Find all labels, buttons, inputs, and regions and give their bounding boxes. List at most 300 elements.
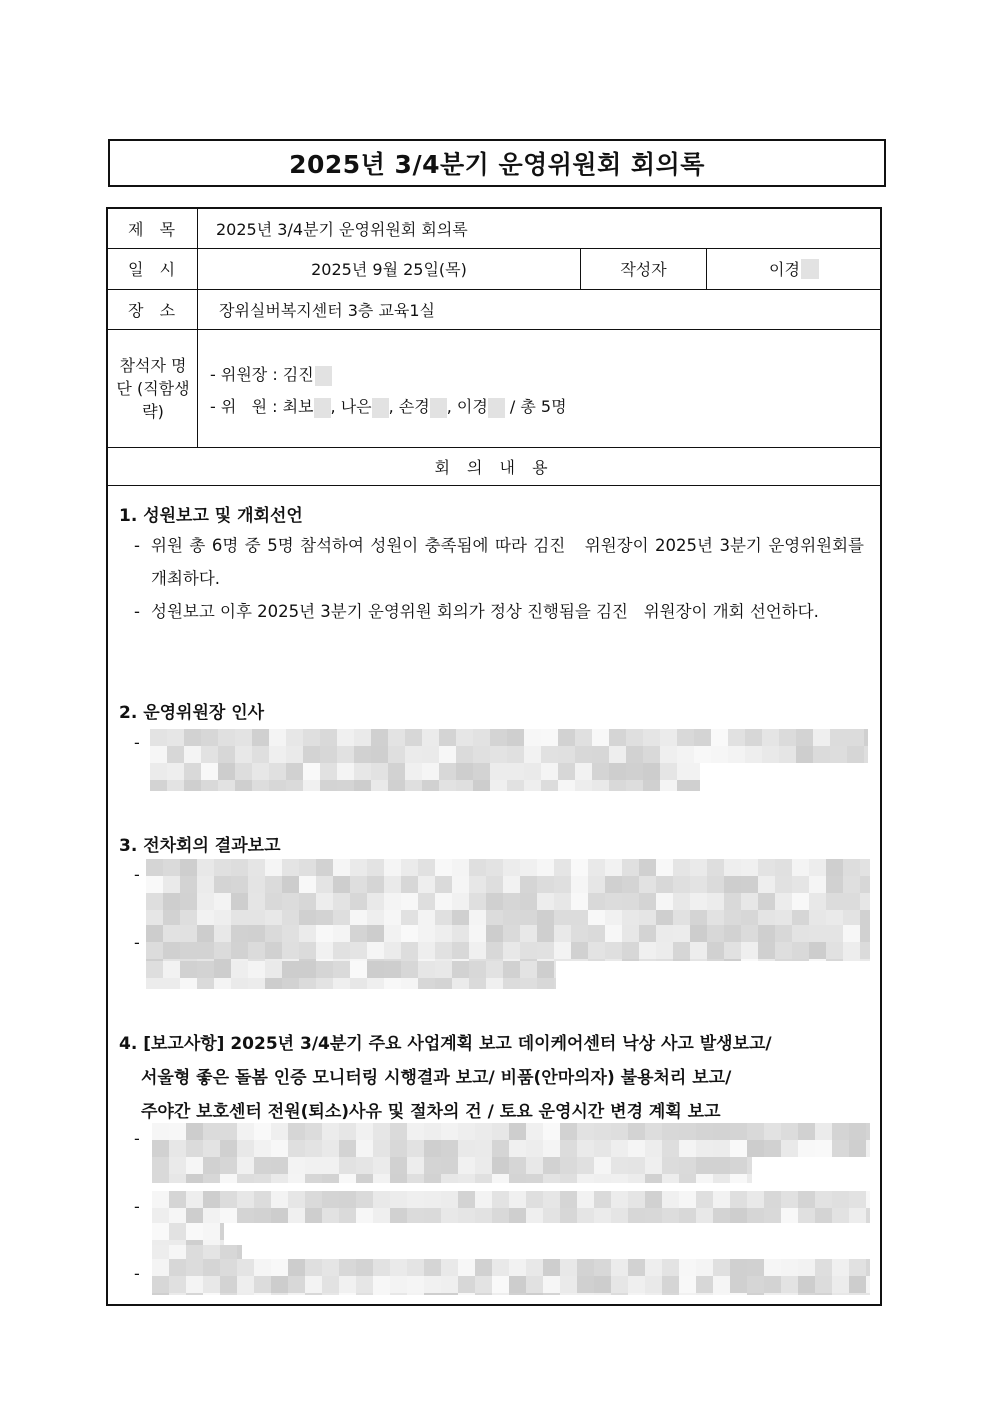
mosaic-block: [373, 1191, 390, 1208]
mosaic-block: [622, 910, 639, 925]
mosaic-block: [605, 910, 622, 925]
mosaic-block: [401, 876, 418, 893]
mosaic-block: [764, 1259, 781, 1276]
mosaic-block: [405, 780, 422, 791]
mosaic-block: [475, 1293, 492, 1295]
mosaic-block: [186, 1208, 203, 1223]
mosaic-block: [265, 925, 282, 942]
mosaic-block: [792, 959, 809, 961]
mosaic-block: [286, 780, 303, 791]
mosaic-block: [645, 1208, 662, 1223]
mosaic-block: [390, 1208, 407, 1223]
mosaic-block: [473, 729, 490, 746]
mosaic-block: [441, 1208, 458, 1223]
mosaic-block: [248, 910, 265, 925]
mosaic-block: [265, 961, 282, 978]
mosaic-block: [758, 925, 775, 942]
mosaic-block: [322, 1259, 339, 1276]
mosaic-block: [150, 763, 167, 780]
mosaic-block: [203, 1157, 220, 1174]
mosaic-block: [271, 1259, 288, 1276]
mosaic-block: [543, 1293, 560, 1295]
mosaic-block: [231, 876, 248, 893]
mosaic-block: [832, 1191, 849, 1208]
mosaic-block: [843, 925, 860, 942]
mosaic-block: [611, 1174, 628, 1183]
mosaic-block: [169, 1191, 186, 1208]
mosaic-block: [622, 925, 639, 942]
mosaic-block: [333, 859, 350, 876]
mosaic-block: [373, 1293, 390, 1295]
mosaic-block: [390, 1140, 407, 1157]
mosaic-block: [322, 1123, 339, 1140]
mosaic-block: [762, 729, 779, 746]
mosaic-block: [401, 925, 418, 942]
mosaic-block: [458, 1208, 475, 1223]
mosaic-block: [724, 925, 741, 942]
mosaic-block: [152, 1259, 169, 1276]
mosaic-block: [218, 763, 235, 780]
mosaic-block: [798, 1276, 815, 1293]
mosaic-block: [197, 910, 214, 925]
mosaic-block: [747, 1174, 752, 1183]
mosaic-block: [231, 942, 248, 959]
mosaic-block: [747, 1208, 764, 1223]
mosaic-block: [237, 1259, 254, 1276]
mosaic-block: [741, 942, 758, 959]
mosaic-block: [645, 1191, 662, 1208]
mosaic-block: [526, 1123, 543, 1140]
mosaic-block: [424, 1208, 441, 1223]
mosaic-block: [809, 942, 826, 959]
mosaic-block: [832, 1208, 849, 1223]
mosaic-block: [218, 746, 235, 763]
mosaic-block: [282, 961, 299, 978]
mosaic-block: [322, 1293, 339, 1295]
mosaic-block: [163, 925, 180, 942]
mosaic-block: [180, 876, 197, 893]
mosaic-block: [169, 1157, 186, 1174]
mosaic-block: [509, 1293, 526, 1295]
mosaic-block: [356, 1276, 373, 1293]
mosaic-block: [781, 1259, 798, 1276]
mosaic-block: [237, 1174, 254, 1183]
mosaic-block: [316, 876, 333, 893]
mosaic-block: [588, 925, 605, 942]
mosaic-block: [558, 729, 575, 746]
mosaic-block: [305, 1174, 322, 1183]
mosaic-block: [367, 942, 384, 959]
mosaic-block: [543, 1157, 560, 1174]
mosaic-block: [781, 1293, 798, 1295]
mosaic-block: [679, 1157, 696, 1174]
mosaic-block: [150, 746, 167, 763]
mosaic-block: [424, 1293, 441, 1295]
mosaic-block: [662, 1157, 679, 1174]
mosaic-block: [826, 959, 843, 961]
mosaic-block: [152, 1191, 169, 1208]
mosaic-block: [592, 729, 609, 746]
mosaic-block: [798, 1123, 815, 1140]
mosaic-block: [724, 876, 741, 893]
mosaic-block: [169, 1276, 186, 1293]
mosaic-block: [203, 1174, 220, 1183]
mosaic-block: [435, 893, 452, 910]
mosaic-block: [354, 729, 371, 746]
mosaic-block: [832, 1140, 849, 1157]
mosaic-block: [473, 746, 490, 763]
mosaic-block: [747, 1191, 764, 1208]
mosaic-block: [203, 1293, 220, 1295]
mosaic-block: [860, 859, 870, 876]
mosaic-block: [775, 959, 792, 961]
mosaic-block: [288, 1174, 305, 1183]
mosaic-block: [456, 746, 473, 763]
mosaic-block: [843, 859, 860, 876]
mosaic-block: [826, 859, 843, 876]
mosaic-block: [237, 1191, 254, 1208]
mosaic-block: [798, 1140, 815, 1157]
mosaic-block: [350, 893, 367, 910]
mosaic-block: [371, 746, 388, 763]
mosaic-block: [554, 859, 571, 876]
mosaic-block: [730, 1123, 747, 1140]
mosaic-block: [609, 746, 626, 763]
mosaic-block: [830, 729, 847, 746]
mosaic-block: [543, 1208, 560, 1223]
mosaic-block: [730, 1276, 747, 1293]
mosaic-block: [237, 1276, 254, 1293]
mosaic-block: [560, 1191, 577, 1208]
mosaic-block: [694, 780, 700, 791]
mosaic-block: [441, 1140, 458, 1157]
mosaic-block: [509, 1276, 526, 1293]
mosaic-block: [299, 876, 316, 893]
mosaic-block: [792, 910, 809, 925]
mosaic-block: [169, 1259, 186, 1276]
mosaic-block: [390, 1293, 407, 1295]
mosaic-block: [507, 780, 524, 791]
mosaic-block: [826, 942, 843, 959]
blurred-content: [146, 925, 870, 961]
mosaic-block: [441, 1157, 458, 1174]
mosaic-block: [452, 910, 469, 925]
mosaic-block: [747, 1259, 764, 1276]
mosaic-block: [543, 1259, 560, 1276]
blurred-content: [152, 1223, 224, 1245]
mosaic-block: [690, 959, 707, 961]
mosaic-block: [492, 1157, 509, 1174]
mosaic-block: [741, 910, 758, 925]
mosaic-block: [282, 942, 299, 959]
mosaic-block: [792, 925, 809, 942]
mosaic-block: [316, 942, 333, 959]
mosaic-block: [554, 876, 571, 893]
mosaic-block: [594, 1140, 611, 1157]
mosaic-block: [282, 859, 299, 876]
blurred-content: [150, 763, 700, 791]
blurred-content: [146, 961, 556, 989]
mosaic-block: [373, 1174, 390, 1183]
mosaic-block: [305, 1259, 322, 1276]
mosaic-block: [707, 910, 724, 925]
mosaic-block: [475, 1259, 492, 1276]
mosaic-block: [146, 978, 163, 989]
mosaic-block: [798, 1208, 815, 1223]
mosaic-block: [679, 1276, 696, 1293]
mosaic-block: [197, 942, 214, 959]
mosaic-block: [798, 1191, 815, 1208]
mosaic-block: [792, 859, 809, 876]
mosaic-block: [163, 978, 180, 989]
section-2-title: 2. 운영위원장 인사: [119, 703, 265, 723]
mosaic-block: [677, 780, 694, 791]
mosaic-block: [201, 780, 218, 791]
mosaic-block: [815, 1140, 832, 1157]
mosaic-block: [707, 859, 724, 876]
mosaic-block: [169, 1140, 186, 1157]
mosaic-block: [758, 942, 775, 959]
contents-header: 회 의 내 용: [434, 458, 554, 477]
mosaic-block: [677, 763, 694, 780]
mosaic-block: [611, 1276, 628, 1293]
mosaic-block: [152, 1223, 169, 1240]
mosaic-block: [288, 1140, 305, 1157]
mosaic-block: [628, 1259, 645, 1276]
mosaic-block: [524, 780, 541, 791]
mosaic-block: [288, 1123, 305, 1140]
mosaic-block: [367, 925, 384, 942]
mosaic-block: [303, 780, 320, 791]
mosaic-block: [220, 1223, 224, 1240]
mosaic-block: [388, 780, 405, 791]
mosaic-block: [849, 1123, 866, 1140]
mosaic-block: [254, 1208, 271, 1223]
mosaic-block: [673, 925, 690, 942]
mosaic-block: [220, 1191, 237, 1208]
mosaic-block: [696, 1208, 713, 1223]
mosaic-block: [713, 1208, 730, 1223]
mosaic-block: [333, 978, 350, 989]
mosaic-block: [826, 893, 843, 910]
mosaic-block: [265, 942, 282, 959]
mosaic-block: [843, 893, 860, 910]
mosaic-block: [146, 961, 163, 978]
redaction-mask: [488, 398, 505, 418]
mosaic-block: [418, 942, 435, 959]
mosaic-block: [146, 893, 163, 910]
mosaic-block: [775, 942, 792, 959]
blurred-content: [150, 729, 868, 763]
mosaic-block: [390, 1157, 407, 1174]
mosaic-block: [220, 1276, 237, 1293]
mosaic-block: [469, 961, 486, 978]
mosaic-block: [320, 780, 337, 791]
mosaic-block: [458, 1174, 475, 1183]
mosaic-block: [707, 925, 724, 942]
mosaic-block: [730, 1174, 747, 1183]
mosaic-block: [286, 746, 303, 763]
mosaic-block: [407, 1140, 424, 1157]
mosaic-block: [271, 1276, 288, 1293]
mosaic-block: [832, 1293, 849, 1295]
mosaic-block: [866, 1259, 870, 1276]
mosaic-block: [826, 910, 843, 925]
mosaic-block: [254, 1191, 271, 1208]
mosaic-block: [163, 942, 180, 959]
mosaic-block: [673, 893, 690, 910]
mosaic-block: [864, 746, 868, 763]
mosaic-block: [441, 1276, 458, 1293]
mosaic-block: [520, 925, 537, 942]
mosaic-block: [435, 961, 452, 978]
mosaic-block: [577, 1276, 594, 1293]
mosaic-block: [367, 876, 384, 893]
mosaic-block: [594, 1276, 611, 1293]
mosaic-block: [354, 763, 371, 780]
mosaic-block: [543, 1123, 560, 1140]
mosaic-block: [282, 876, 299, 893]
mosaic-block: [541, 763, 558, 780]
mosaic-block: [407, 1174, 424, 1183]
mosaic-block: [592, 780, 609, 791]
mosaic-block: [337, 729, 354, 746]
mosaic-block: [864, 729, 868, 746]
mosaic-block: [186, 1191, 203, 1208]
mosaic-block: [316, 910, 333, 925]
mosaic-block: [764, 1293, 781, 1295]
mosaic-block: [237, 1208, 254, 1223]
mosaic-block: [503, 942, 520, 959]
mosaic-block: [203, 1208, 220, 1223]
mosaic-block: [775, 910, 792, 925]
mosaic-block: [384, 942, 401, 959]
mosaic-block: [673, 942, 690, 959]
mosaic-block: [458, 1191, 475, 1208]
mosaic-block: [350, 978, 367, 989]
mosaic-block: [248, 925, 265, 942]
mosaic-block: [713, 1276, 730, 1293]
mosaic-block: [673, 859, 690, 876]
mosaic-block: [373, 1208, 390, 1223]
mosaic-block: [781, 1208, 798, 1223]
mosaic-block: [792, 893, 809, 910]
mosaic-block: [269, 729, 286, 746]
mosaic-block: [694, 763, 700, 780]
mosaic-block: [849, 1191, 866, 1208]
section-4-title-line: 주야간 보호센터 전원(퇴소)사유 및 절차의 건 / 토요 운영시간 변경 계획 보고: [141, 1102, 721, 1122]
mosaic-block: [741, 925, 758, 942]
mosaic-block: [316, 978, 333, 989]
mosaic-block: [458, 1157, 475, 1174]
mosaic-block: [628, 1140, 645, 1157]
mosaic-block: [543, 1140, 560, 1157]
mosaic-block: [418, 978, 435, 989]
mosaic-block: [333, 876, 350, 893]
place-value: 장위실버복지센터 3층 교육1실: [219, 300, 436, 320]
mosaic-block: [339, 1191, 356, 1208]
mosaic-block: [333, 925, 350, 942]
mosaic-block: [288, 1293, 305, 1295]
mosaic-block: [299, 961, 316, 978]
redaction-mask: [372, 398, 389, 418]
mosaic-block: [575, 729, 592, 746]
mosaic-block: [271, 1208, 288, 1223]
mosaic-block: [626, 729, 643, 746]
bullet-dash: -: [134, 865, 140, 884]
mosaic-block: [503, 961, 520, 978]
mosaic-block: [356, 1157, 373, 1174]
mosaic-block: [197, 978, 214, 989]
mosaic-block: [660, 746, 677, 763]
mosaic-block: [152, 1157, 169, 1174]
mosaic-block: [356, 1293, 373, 1295]
mosaic-block: [575, 746, 592, 763]
mosaic-block: [203, 1191, 220, 1208]
mosaic-block: [169, 1293, 186, 1295]
mosaic-block: [594, 1259, 611, 1276]
mosaic-block: [860, 910, 870, 925]
mosaic-block: [560, 1208, 577, 1223]
mosaic-block: [679, 1123, 696, 1140]
section-1-title: 1. 성원보고 및 개회선언: [119, 506, 303, 526]
section-4-title-line: 4. [보고사항] 2025년 3/4분기 주요 사업계획 보고 데이케어센터 낙상 사고 발생보고/: [119, 1034, 772, 1054]
mosaic-block: [299, 859, 316, 876]
mosaic-block: [713, 1140, 730, 1157]
mosaic-block: [186, 1259, 203, 1276]
mosaic-block: [452, 876, 469, 893]
mosaic-block: [486, 961, 503, 978]
mosaic-block: [696, 1293, 713, 1295]
mosaic-block: [507, 763, 524, 780]
mosaic-block: [169, 1123, 186, 1140]
section-1-item-1: [134, 529, 870, 595]
mosaic-block: [813, 746, 830, 763]
mosaic-block: [526, 1174, 543, 1183]
mosaic-block: [316, 925, 333, 942]
mosaic-block: [163, 893, 180, 910]
date-value: 2025년 9월 25일(목): [311, 260, 467, 279]
mosaic-block: [628, 1123, 645, 1140]
mosaic-block: [656, 893, 673, 910]
mosaic-block: [456, 763, 473, 780]
mosaic-block: [764, 1140, 781, 1157]
mosaic-block: [424, 1259, 441, 1276]
mosaic-block: [628, 1157, 645, 1174]
mosaic-block: [269, 746, 286, 763]
mosaic-block: [571, 859, 588, 876]
mosaic-block: [180, 859, 197, 876]
mosaic-block: [356, 1123, 373, 1140]
mosaic-block: [679, 1259, 696, 1276]
mosaic-block: [520, 859, 537, 876]
mosaic-block: [643, 780, 660, 791]
mosaic-block: [781, 1140, 798, 1157]
mosaic-block: [441, 1293, 458, 1295]
mosaic-block: [588, 942, 605, 959]
mosaic-block: [180, 961, 197, 978]
mosaic-block: [407, 1293, 424, 1295]
mosaic-block: [673, 959, 690, 961]
mosaic-block: [643, 746, 660, 763]
mosaic-block: [643, 729, 660, 746]
mosaic-block: [265, 876, 282, 893]
mosaic-block: [231, 893, 248, 910]
mosaic-block: [214, 978, 231, 989]
mosaic-block: [435, 876, 452, 893]
mosaic-block: [628, 1191, 645, 1208]
mosaic-block: [526, 1140, 543, 1157]
